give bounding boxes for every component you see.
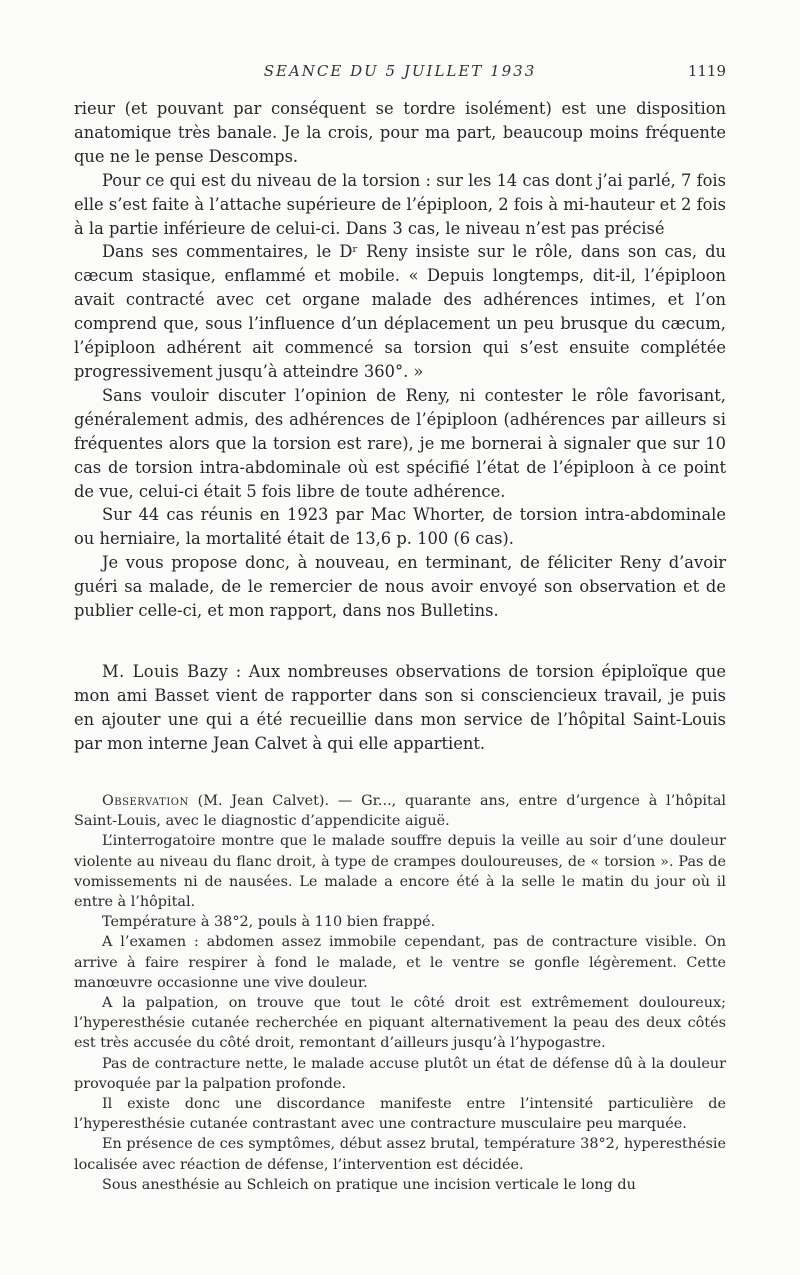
paragraph: Pour ce qui est du niveau de la torsion : sur les 14 cas dont j’ai parlé, 7 fois elle s’est faite à l’attache supérieure de l’épiploon, 2 fois à mi-hauteur et 2 fois à la partie inférieure de celui-ci. Dans 3 cas, le niveau n’est pas précisé (74, 170, 726, 238)
paragraph: Je vous propose donc, à nouveau, en terminant, de féliciter Reny d’avoir guéri sa malade, de le remercier de nous avoir envoyé son observation et de publier celle-ci, et mon rapport, dans nos Bulletins. (74, 553, 726, 621)
main-text (74, 97, 726, 756)
paragraph: rieur (et pouvant par conséquent se tordre isolément) est une disposition anatomique très banale. Je la crois, pour ma part, beaucoup moins fréquente que ne le pense Descomps. (74, 99, 726, 166)
paragraph: Sans vouloir discuter l’opinion de Reny, ni contester le rôle favorisant, généralement admis, des adhérences de l’épiploon (adhérences par ailleurs si fréquentes alors que la torsion est rare), je me bornerai à signaler que sur 10 cas de torsion intra-abdominale où est spécifié l’état de l’épiploon à ce point de vue, celui-ci était 5 fois libre de toute adhérence. (74, 385, 726, 501)
observation-paragraph: Température à 38°2, pouls à 110 bien frappé. (102, 914, 436, 931)
page-number: 1119 (687, 62, 726, 80)
observation-section (74, 791, 726, 1195)
observation-paragraph: A la palpation, on trouve que tout le côté droit est extrêmement douloureux; l’hyperesthésie cutanée recherchée en piquant alternativement la peau des deux côtés est très accusée du côté droit, remontant d’ailleurs jusqu’à l’hypogastre. (74, 995, 726, 1052)
running-header (74, 62, 726, 86)
running-title: SEANCE DU 5 JUILLET 1933 (263, 62, 537, 80)
observation-paragraph: En présence de ces symptômes, début assez brutal, température 38°2, hyperesthésie localisée avec réaction de défense, l’intervention est décidée. (74, 1136, 726, 1173)
paragraph: Sur 44 cas réunis en 1923 par Mac Whorter, de torsion intra-abdominale ou herniaire, la mortalité était de 13,6 p. 100 (6 cas). (74, 505, 726, 549)
observation-paragraph: L’interrogatoire montre que le malade souffre depuis la veille au soir d’une douleur violente au niveau du flanc droit, à type de crampes douloureuses, de « torsion ». Pas de vomissements ni de nausées. Le malade a encore été à la selle le matin du jour où il entre à l’hôpital. (74, 833, 726, 911)
observation-paragraph: A l’examen : abdomen assez immobile cependant, pas de contracture visible. On arrive à faire respirer à fond le malade, et le ventre se gonfle légèrement. Cette manœuvre occasionne une vive douleur. (74, 934, 726, 991)
observation-paragraph: Sous anesthésie au Schleich on pratique une incision verticale le long du (102, 1176, 636, 1193)
observation-paragraph (74, 791, 726, 831)
observation-paragraph: Il existe donc une discordance manifeste entre l’intensité particulière de l’hyperesthésie cutanée contrastant avec une contracture musculaire peu marquée. (74, 1096, 726, 1133)
speaker-name: M. Louis Bazy (102, 661, 229, 681)
paragraph: Dans ses commentaires, le Dʳ Reny insiste sur le rôle, dans son cas, du cæcum stasique, enflammé et mobile. « Depuis longtemps, dit-il, l’épiploon avait contracté avec cet organe malade des adhérences intimes, et l’on comprend que, sous l’influence d’un déplacement un peu brusque du cæcum, l’épiploon adhérent ait commencé sa torsion qui s’est ensuite complétée progressivement jusqu’à atteindre 360°. » (74, 242, 726, 381)
speaker-paragraph (74, 660, 726, 756)
observation-paragraph: Pas de contracture nette, le malade accuse plutôt un état de défense dû à la douleur provoquée par la palpation profonde. (74, 1055, 726, 1092)
speaker-text: : Aux nombreuses observations de torsion épiploïque que mon ami Basset vient de rapporter dans son si consciencieux travail, je puis en ajouter une qui a été recueillie dans mon service de l’hôpital Saint-Louis par mon interne Jean Calvet à qui elle appartient. (74, 661, 726, 753)
observation-heading: Observation (102, 793, 189, 809)
observation-intro: (M. Jean Calvet). — Gr..., quarante ans, entre d’urgence à l’hôpital Saint-Louis, avec le diagnostic d’appendicite aiguë. (74, 793, 726, 830)
